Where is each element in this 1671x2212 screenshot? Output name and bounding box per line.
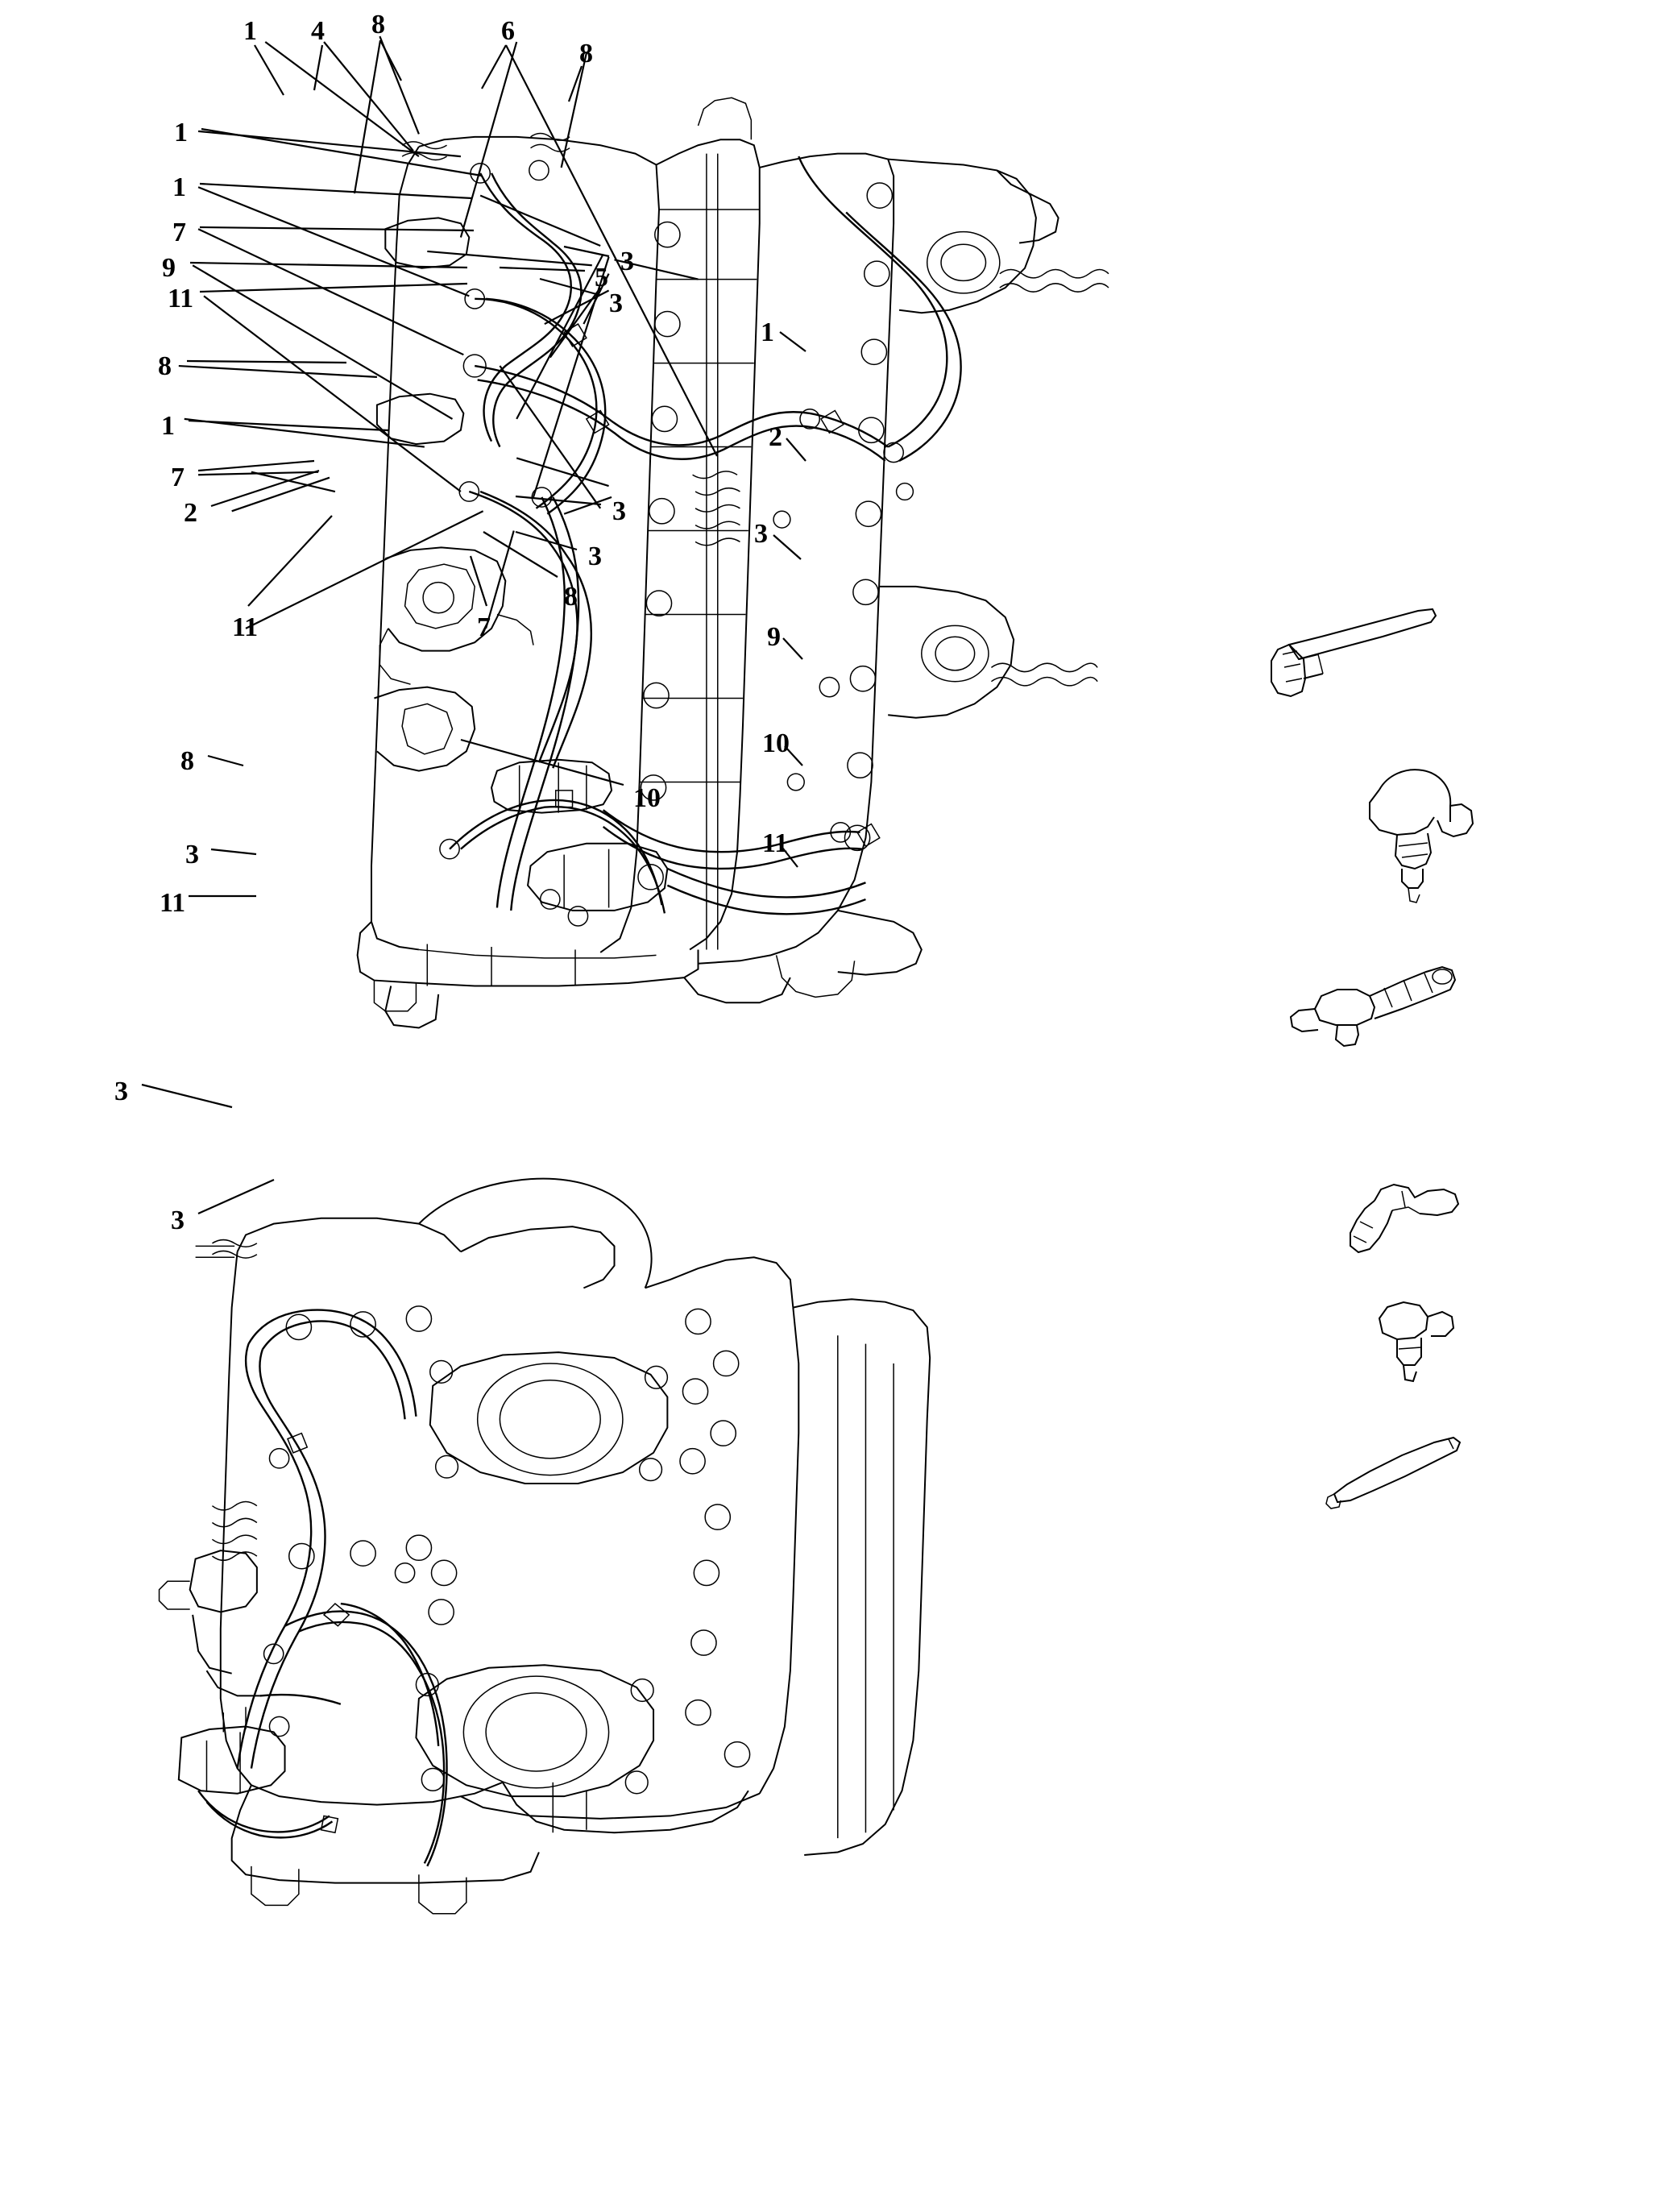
part-11-drawing xyxy=(1326,1438,1460,1509)
part-9-drawing xyxy=(1350,1185,1458,1252)
callout-p1: 1 xyxy=(761,317,774,347)
callout-p11: 11 xyxy=(762,828,789,858)
callout-t11: 3 xyxy=(620,247,634,276)
callout-t15: 1 xyxy=(161,411,175,441)
callout-t20: 8 xyxy=(564,582,578,612)
callout-b5: 3 xyxy=(114,1077,128,1106)
callout-t21: 11 xyxy=(232,612,259,642)
callout-t16: 7 xyxy=(171,463,185,492)
callout-t12: 5 xyxy=(595,263,608,293)
callout-t14: 8 xyxy=(158,351,172,381)
callout-t9: 9 xyxy=(162,253,176,283)
part-2-drawing xyxy=(1370,770,1473,903)
callout-p10: 10 xyxy=(762,728,790,758)
callout-p9: 9 xyxy=(767,622,781,652)
callout-p2: 2 xyxy=(769,422,782,452)
callout-t3: 8 xyxy=(371,10,385,39)
callout-t10: 11 xyxy=(168,284,194,313)
callout-t18: 3 xyxy=(612,496,626,526)
callout-b6: 3 xyxy=(171,1206,185,1235)
callout-t6: 1 xyxy=(174,118,188,147)
callout-b3: 3 xyxy=(185,840,199,869)
part-3-drawing xyxy=(1291,967,1455,1046)
part-10-drawing xyxy=(1379,1302,1453,1381)
callout-b4: 11 xyxy=(160,888,186,918)
callout-t8: 7 xyxy=(172,218,186,247)
callout-t22: 7 xyxy=(477,612,491,642)
callout-t13: 3 xyxy=(609,288,623,318)
callout-t19: 3 xyxy=(588,542,602,571)
callout-b1: 8 xyxy=(180,746,194,776)
callout-t1: 1 xyxy=(243,16,257,46)
part-1-drawing xyxy=(1271,609,1436,696)
callout-t5: 8 xyxy=(579,39,593,68)
callout-t2: 4 xyxy=(311,16,325,46)
callout-t4: 6 xyxy=(501,16,515,46)
callout-b2: 10 xyxy=(633,783,661,813)
callout-t7: 1 xyxy=(172,172,186,202)
callout-t17: 2 xyxy=(184,498,197,528)
callout-p3: 3 xyxy=(754,519,768,549)
